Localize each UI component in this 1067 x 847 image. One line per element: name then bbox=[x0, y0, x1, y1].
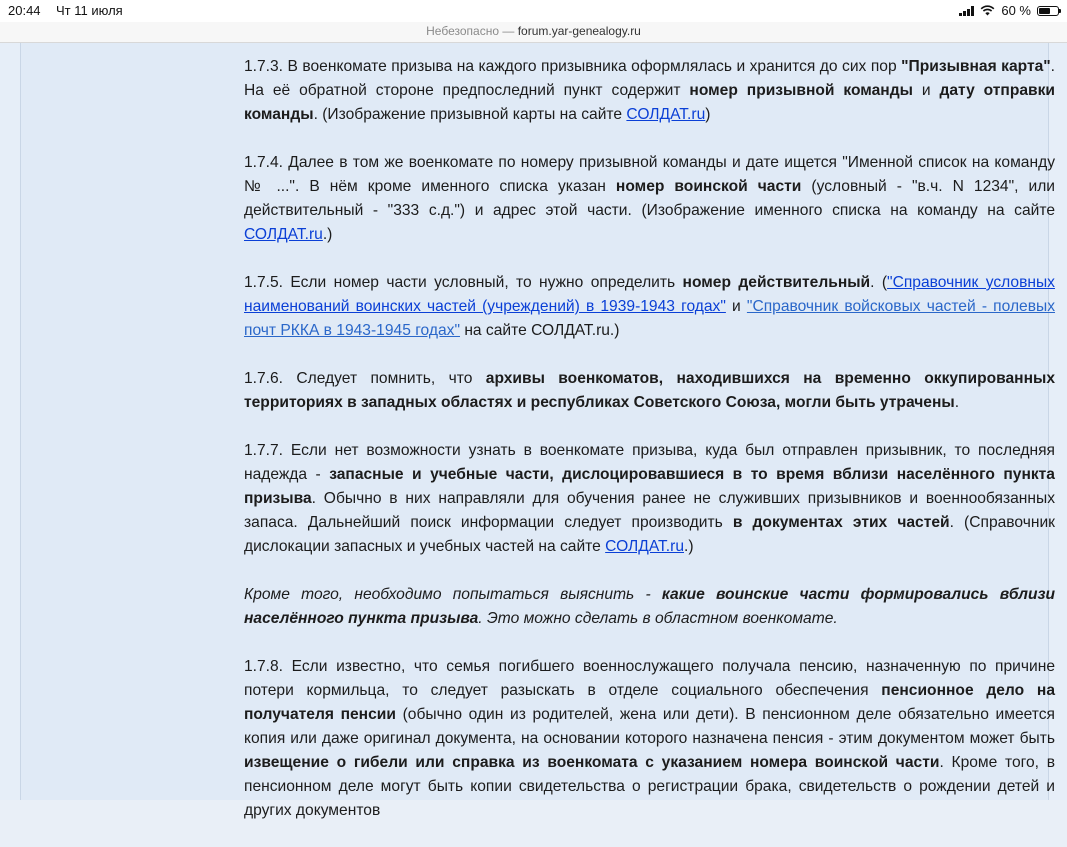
soldat-link[interactable]: СОЛДАТ.ru bbox=[626, 106, 706, 123]
bold-text: архивы военкоматов, находившихся на временно оккупированных территориях в западных областях и республиках Советского Союза, могли быть утрачены bbox=[244, 370, 1055, 411]
url-host: forum.yar-genealogy.ru bbox=[517, 24, 641, 38]
paragraph-1-7-6: 1.7.6. Следует помнить, что архивы военкоматов, находившихся на временно оккупированных территориях в западных областях и республиках Советского Союза, могли быть утрачены. bbox=[244, 370, 1055, 411]
battery-icon bbox=[1037, 6, 1059, 16]
bold-text: извещение о гибели или справка из военкомата с указанием номера воинской части bbox=[244, 754, 940, 771]
article-body bbox=[244, 55, 1055, 847]
bold-text: какие воинские части формировались вблизи населённого пункта призыва bbox=[244, 586, 1055, 627]
bold-text: дату отправки команды bbox=[244, 82, 1056, 123]
status-indicators bbox=[959, 3, 1059, 18]
battery-percent: 60 % bbox=[1001, 3, 1031, 18]
url-separator: — bbox=[499, 24, 518, 38]
paragraph-1-7-8: 1.7.8. Если известно, что семья погибшего военнослужащего получала пенсию, назначенную по причине потери кормильца, то следует разыскать в отделе социального обеспечения пенсионное дело на получателя пенсии (обычно один из родителей, жена или дети). В пенсионном деле обязательно имеется копия или даже оригинал документа, на основании которого назначена пенсия - этим документом может быть извещение о гибели или справка из военкомата с указанием номера воинской части. Кроме того, в пенсионном деле могут быть копии свидетельства о регистрации брака, свидетельств о рождении детей и других документов bbox=[244, 658, 1056, 819]
bold-text: номер воинской части bbox=[615, 178, 802, 195]
forum-post-panel bbox=[20, 43, 1056, 819]
bold-text: в документах этих частей bbox=[732, 514, 950, 531]
status-date: Чт 11 июля bbox=[56, 3, 123, 18]
bold-text: номер действительный bbox=[682, 274, 871, 291]
wifi-icon bbox=[980, 5, 995, 16]
bold-text: "Призывная карта" bbox=[901, 58, 1051, 75]
security-label: Небезопасно bbox=[426, 24, 500, 38]
soldat-link[interactable]: СОЛДАТ.ru bbox=[244, 226, 323, 243]
status-bar bbox=[0, 0, 1067, 22]
paragraph-note: Кроме того, необходимо попытаться выяснить - какие воинские части формировались вблизи населённого пункта призыва. Это можно сделать в областном военкомате. bbox=[244, 586, 1055, 627]
bold-text: номер призывной команды bbox=[689, 82, 913, 99]
cellular-signal-icon bbox=[959, 6, 974, 16]
battery-level bbox=[1039, 8, 1050, 14]
paragraph-1-7-3: 1.7.3. В военкомате призыва на каждого призывника оформлялась и хранится до сих пор "Призывная карта". На её обратной стороне предпоследний пункт содержит номер призывной команды и дату отправки команды. (Изображение призывной карты на сайте СОЛДАТ.ru) bbox=[244, 58, 1056, 123]
page-content bbox=[0, 43, 1067, 819]
status-time: 20:44 bbox=[8, 3, 41, 18]
reference-link-1943-1945[interactable]: "Справочник войсковых частей - полевых почт РККА в 1943-1945 годах" bbox=[244, 298, 1055, 339]
soldat-link[interactable]: СОЛДАТ.ru bbox=[605, 538, 684, 555]
paragraph-1-7-4: 1.7.4. Далее в том же военкомате по номеру призывной команды и дате ищется "Именной список на команду № ...". В нём кроме именного списка указан номер воинской части (условный - "в.ч. N 1234", или действительный - "333 с.д.") и адрес этой части. (Изображение именного списка на команду на сайте СОЛДАТ.ru.) bbox=[244, 154, 1055, 243]
bold-text: пенсионное дело на получателя пенсии bbox=[244, 682, 1056, 723]
paragraph-1-7-5: 1.7.5. Если номер части условный, то нужно определить номер действительный. ("Справочник условных наименований воинских частей (учреждений) в 1939-1943 годах" и "Справочник войсковых частей - полевых почт РККА в 1943-1945 годах" на сайте СОЛДАТ.ru.) bbox=[244, 274, 1055, 339]
paragraph-1-7-7: 1.7.7. Если нет возможности узнать в военкомате призыва, куда был отправлен призывник, то последняя надежда - запасные и учебные части, дислоцировавшиеся в то время вблизи населённого пункта призыва. Обычно в них направляли для обучения ранее не служивших призывников и военнообязанных запаса. Дальнейший поиск информации следует производить в документах этих частей. (Справочник дислокации запасных и учебных частей на сайте СОЛДАТ.ru.) bbox=[244, 442, 1056, 555]
address-bar[interactable] bbox=[0, 22, 1067, 43]
reference-link-1939-1943[interactable]: "Справочник условных наименований воинских частей (учреждений) в 1939-1943 годах" bbox=[244, 274, 1055, 315]
bold-text: запасные и учебные части, дислоцировавшиеся в то время вблизи населённого пункта призыва bbox=[244, 466, 1055, 507]
